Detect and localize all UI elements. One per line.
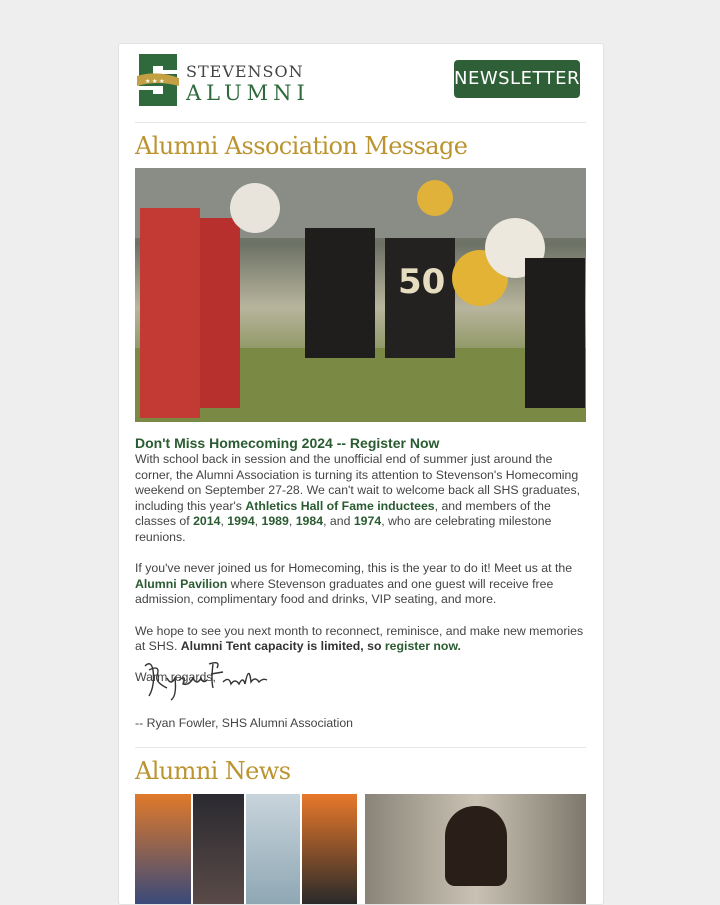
paragraph-3	[135, 624, 587, 655]
divider	[135, 122, 586, 123]
text: We hope to see you next month to reconnect, reminisce, and make new memories at SHS.	[135, 623, 584, 654]
text: where Stevenson graduates and one guest will receive free admission, complimentary food and drinks, VIP seating, and more.	[135, 576, 554, 607]
homecoming-photo-illustration	[135, 168, 586, 422]
svg-text:50: 50	[398, 262, 446, 302]
text: ,	[254, 514, 262, 529]
newsletter-card	[118, 43, 604, 905]
closing: Warm regards,	[135, 670, 216, 685]
text: With school back in session and the unofficial end of summer just around the corner, the Alumni Association is turning its attention to Stevenson's Homecoming weekend on September 27-28. We can't wait to welcome back all SHS graduates, including this year's	[135, 452, 581, 513]
section-title-message: Alumni Association Message	[135, 132, 468, 160]
text: ,	[288, 514, 296, 529]
class-1989-link[interactable]: 1989	[261, 514, 289, 529]
s-logo-icon	[135, 52, 181, 108]
hall-of-fame-link[interactable]: Athletics Hall of Fame inductees	[245, 498, 435, 513]
logo-line1: STEVENSON	[186, 62, 304, 81]
homecoming-photo	[135, 168, 586, 422]
newsletter-button[interactable]: NEWSLETTER	[454, 60, 580, 98]
signoff: -- Ryan Fowler, SHS Alumni Association	[135, 716, 354, 730]
text: , who are celebrating milestone reunions.	[135, 514, 552, 544]
text: , and	[323, 514, 354, 529]
divider	[135, 747, 586, 748]
paragraph-2	[135, 561, 587, 608]
class-2014-link[interactable]: 2014	[193, 514, 221, 529]
alumni-pavilion-link[interactable]: Alumni Pavilion	[135, 576, 228, 591]
stevenson-alumni-logo[interactable]	[135, 52, 310, 108]
register-now-link[interactable]: register now.	[384, 639, 461, 654]
article-subtitle: Don't Miss Homecoming 2024 -- Register Now	[135, 435, 440, 451]
logo-line2: ALUMNI	[186, 81, 310, 105]
class-1984-link[interactable]: 1984	[295, 514, 324, 529]
portrait-figure	[445, 806, 507, 886]
signature-image	[141, 656, 271, 702]
svg-text:★ ★ ★: ★ ★ ★	[145, 79, 165, 85]
class-1974-link[interactable]: 1974	[353, 514, 382, 529]
text: , and members of the classes of	[135, 498, 551, 529]
text: ,	[220, 514, 228, 529]
bold-text: Alumni Tent capacity is limited, so	[180, 639, 385, 654]
text: If you've never joined us for Homecoming, this is the year to do it! Meet us at the	[135, 561, 573, 576]
paragraph-1	[135, 452, 587, 546]
section-title-news: Alumni News	[135, 757, 291, 785]
class-1994-link[interactable]: 1994	[227, 514, 255, 529]
